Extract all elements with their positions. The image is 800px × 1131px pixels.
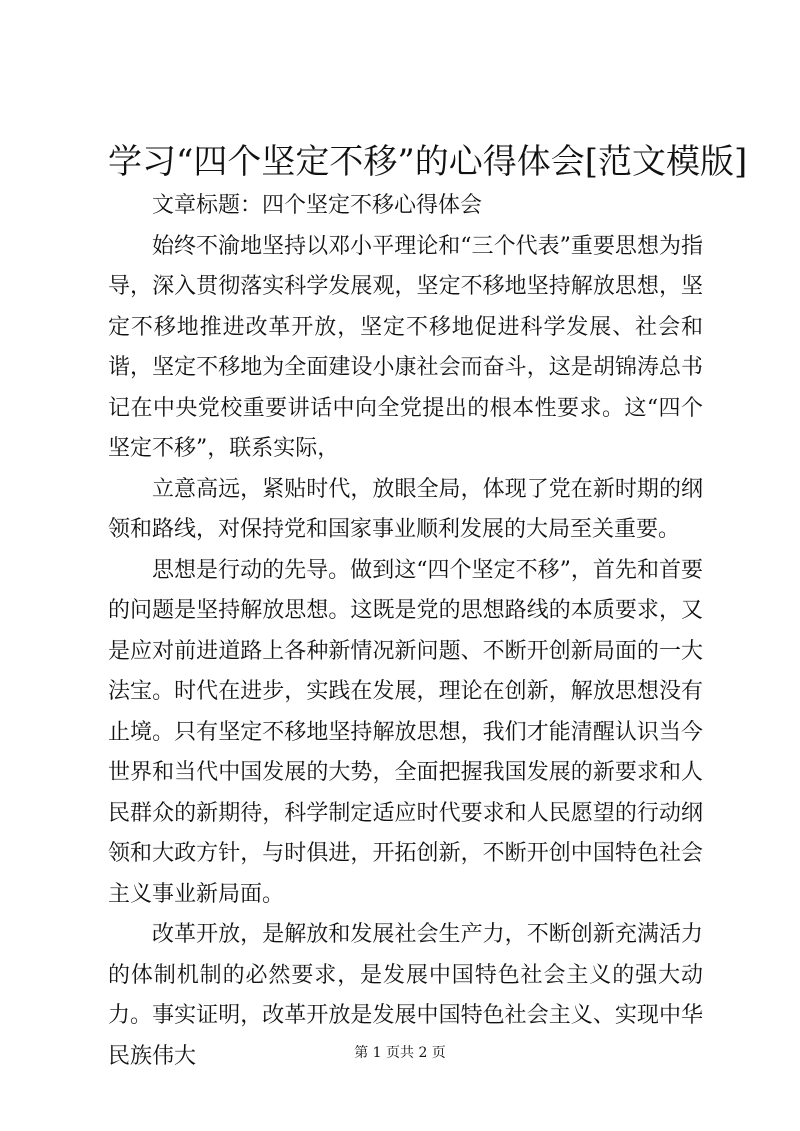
paragraph-emancipating-mind: 思想是行动的先导。做到这“四个坚定不移”，首先和首要的问题是坚持解放思想。这既是党的思想路线的本质要求，又是应对前进道路上各种新情况新问题、不断开创新局面的一大法宝。时代在进步，实践在发展，理论在创新，解放思想没有止境。只有坚定不移地坚持解放思想，我们才能清醒认识当今世界和当代中国发展的大势，全面把握我国发展的新要求和人民群众的新期待，科学制定适应时代要求和人民愿望的行动纲领和大政方针，与时俱进，开拓创新，不断开创中国特色社会主义事业新局面。	[108, 557, 703, 907]
page-number: 第 1 页	[354, 1045, 400, 1061]
paragraph-significance: 立意高远，紧贴时代，放眼全局，体现了党在新时期的纲领和路线，对保持党和国家事业顺利发展的大局至关重要。	[108, 476, 703, 542]
paragraph-intro: 始终不渝地坚持以邓小平理论和“三个代表”重要思想为指导，深入贯彻落实科学发展观，坚定不移地坚持解放思想，坚定不移地推进改革开放，坚定不移地促进科学发展、社会和谐，坚定不移地为全面建设小康社会而奋斗，这是胡锦涛总书记在中央党校重要讲话中向全党提出的根本性要求。这“四个坚定不移”，联系实际，	[108, 233, 703, 461]
paragraph-reform-opening: 改革开放，是解放和发展社会生产力，不断创新充满活力的体制机制的必然要求，是发展中国特色社会主义的强大动力。事实证明，改革开放是发展中国特色社会主义、实现中华民族伟大	[108, 922, 703, 1069]
page-footer	[0, 1043, 800, 1063]
document-body	[108, 186, 703, 1077]
document-title: 学习“四个坚定不移”的心得体会[范文模版]	[108, 142, 748, 182]
page-total: 共 2 页	[400, 1045, 446, 1061]
paragraph-article-heading: 文章标题：四个坚定不移心得体会	[152, 193, 483, 218]
